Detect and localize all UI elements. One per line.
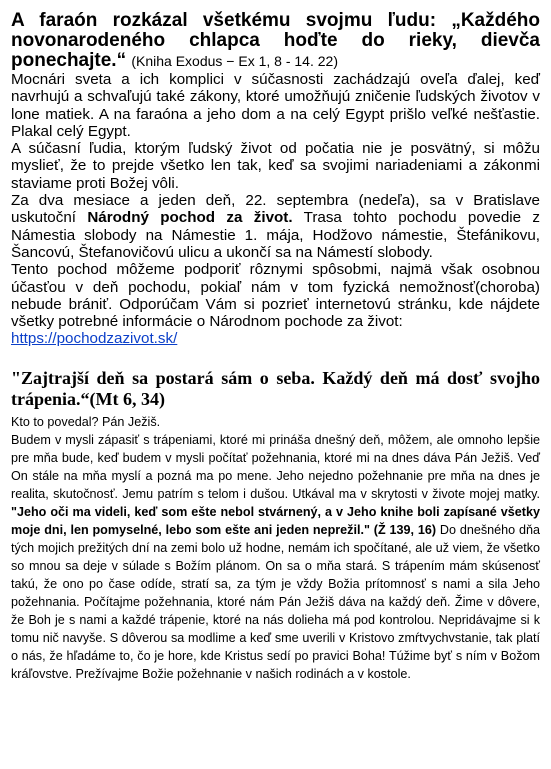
section-spacer (11, 348, 540, 368)
section1-link-line (11, 330, 540, 347)
document-page (11, 11, 540, 683)
section1-title-source: (Kniha Exodus − Ex 1, 8 - 14. 22) (131, 53, 338, 69)
paragraph-3-text-a: Za dva mesiace a jeden deň, 22. septembra (nedeľa), sa v Bratislave uskutoční (11, 192, 540, 227)
section1-paragraph-3 (11, 192, 540, 261)
paragraph-2-text-a: Budem v mysli zápasiť s trápeniami, ktoré mi prináša dnešný deň, môžem, ale omnoho lepšie pre mňa bude, keď budem v mysli počítať požehnania, ktoré mi na dnes dáva Pán Ježiš. Veď On stále na mňa myslí a pozná ma po mene. Jeho nejedno požehnanie pre mňa na dnes je realita, skutočnosť. Jemu patrím s telom i dušou. Utkával ma v skrytosti v živote mojej matky. (11, 432, 540, 501)
section2-title-text: "Zajtrajší deň sa postará sám o seba. Každý deň má dosť svojho trápenia.“ (11, 367, 540, 409)
section2-title (11, 368, 540, 410)
section1-paragraph-4: Tento pochod môžeme podporiť rôznymi spôsobmi, najmä však osobnou účasťou v deň pochodu, pokiaľ nám v tom fyzická nemožnosť(choroba) nebude brániť. Odporúčam Vám si pozrieť internetovú stránku, kde nájdete všetky potrebné informácie o Národnom pochode za život: (11, 261, 540, 331)
website-link[interactable]: https://pochodzazivot.sk/ (11, 330, 178, 348)
march-name: Národný pochod za život. (87, 209, 293, 227)
section1-paragraph-2: A súčasní ľudia, ktorým ľudský život od počatia nie je posvätný, si môžu myslieť, že to prejde všetko len tak, keď sa svojimi nariadeniami a zákonmi staviame proti Božej vôli. (11, 140, 540, 192)
paragraph-2-text-b: Do dnešného dňa tých mojich prežitých dní na zemi bolo už hodne, nemám ich spočítané, ale už viem, že všetko so mnou sa deje v súlade s Božím plánom. On sa o mňa stará. S trápením mám skúsenosť takú, že ono po čase odíde, stratí sa, za tým je vždy Božia prítomnosť s nami a sila Jeho požehnania. Počítajme požehnania, ktoré nám Pán Ježiš dáva na každý deň. Žime v dôvere, že Boh je s nami a každé trápenie, ktoré na nás dolieha má pod kontrolou. Nepridávajme si k tomu nič navyše. S dôverou sa modlime a keď sme uverili v Kristovo zmŕtvychvstanie, tak platí o nás, že hľadáme to, čo je hore, kde Kristus sedí po pravici Boha! Túžime byť s ním v Božom kráľovstve. Prežívajme Božie požehnanie v našich rodinách a v kostole. (11, 522, 540, 681)
psalm-quote: "Jeho oči ma videli, keď som ešte nebol stvárnený, a v Jeho knihe boli zapísané všetky moje dni, len pomyselné, lebo som ešte ani jeden neprežil." (Ž 139, 16) (11, 504, 540, 537)
section1-title (11, 11, 540, 71)
section1-paragraph-1: Mocnári sveta a ich komplici v súčasnosti zachádzajú oveľa ďalej, keď navrhujú a schvaľujú také zákony, ktoré umožňujú zničenie ľudských životov v lone matiek. A na faraóna a jeho dom a na celý Egypt prišlo veľké nešťastie. Plakal celý Egypt. (11, 71, 540, 140)
section2-title-ref: (Mt 6, 34) (89, 388, 165, 409)
section2-paragraph-1: Kto to povedal? Pán Ježiš. (11, 414, 161, 429)
section2-paragraph-2 (11, 431, 540, 683)
paragraph-3-text-b: Trasa tohto pochodu povedie z Námestia slobody na Námestie 1. mája, Hodžovo námestie, Štefánikovu, Šancovú, Štefanovičovú ulicu a ukončí sa na Námestí slobody. (11, 209, 540, 261)
section1-title-text: A faraón rozkázal všetkému svojmu ľudu: „Každého novonarodeného chlapca hoďte do rieky, dievča ponechajte.“ (11, 10, 540, 71)
